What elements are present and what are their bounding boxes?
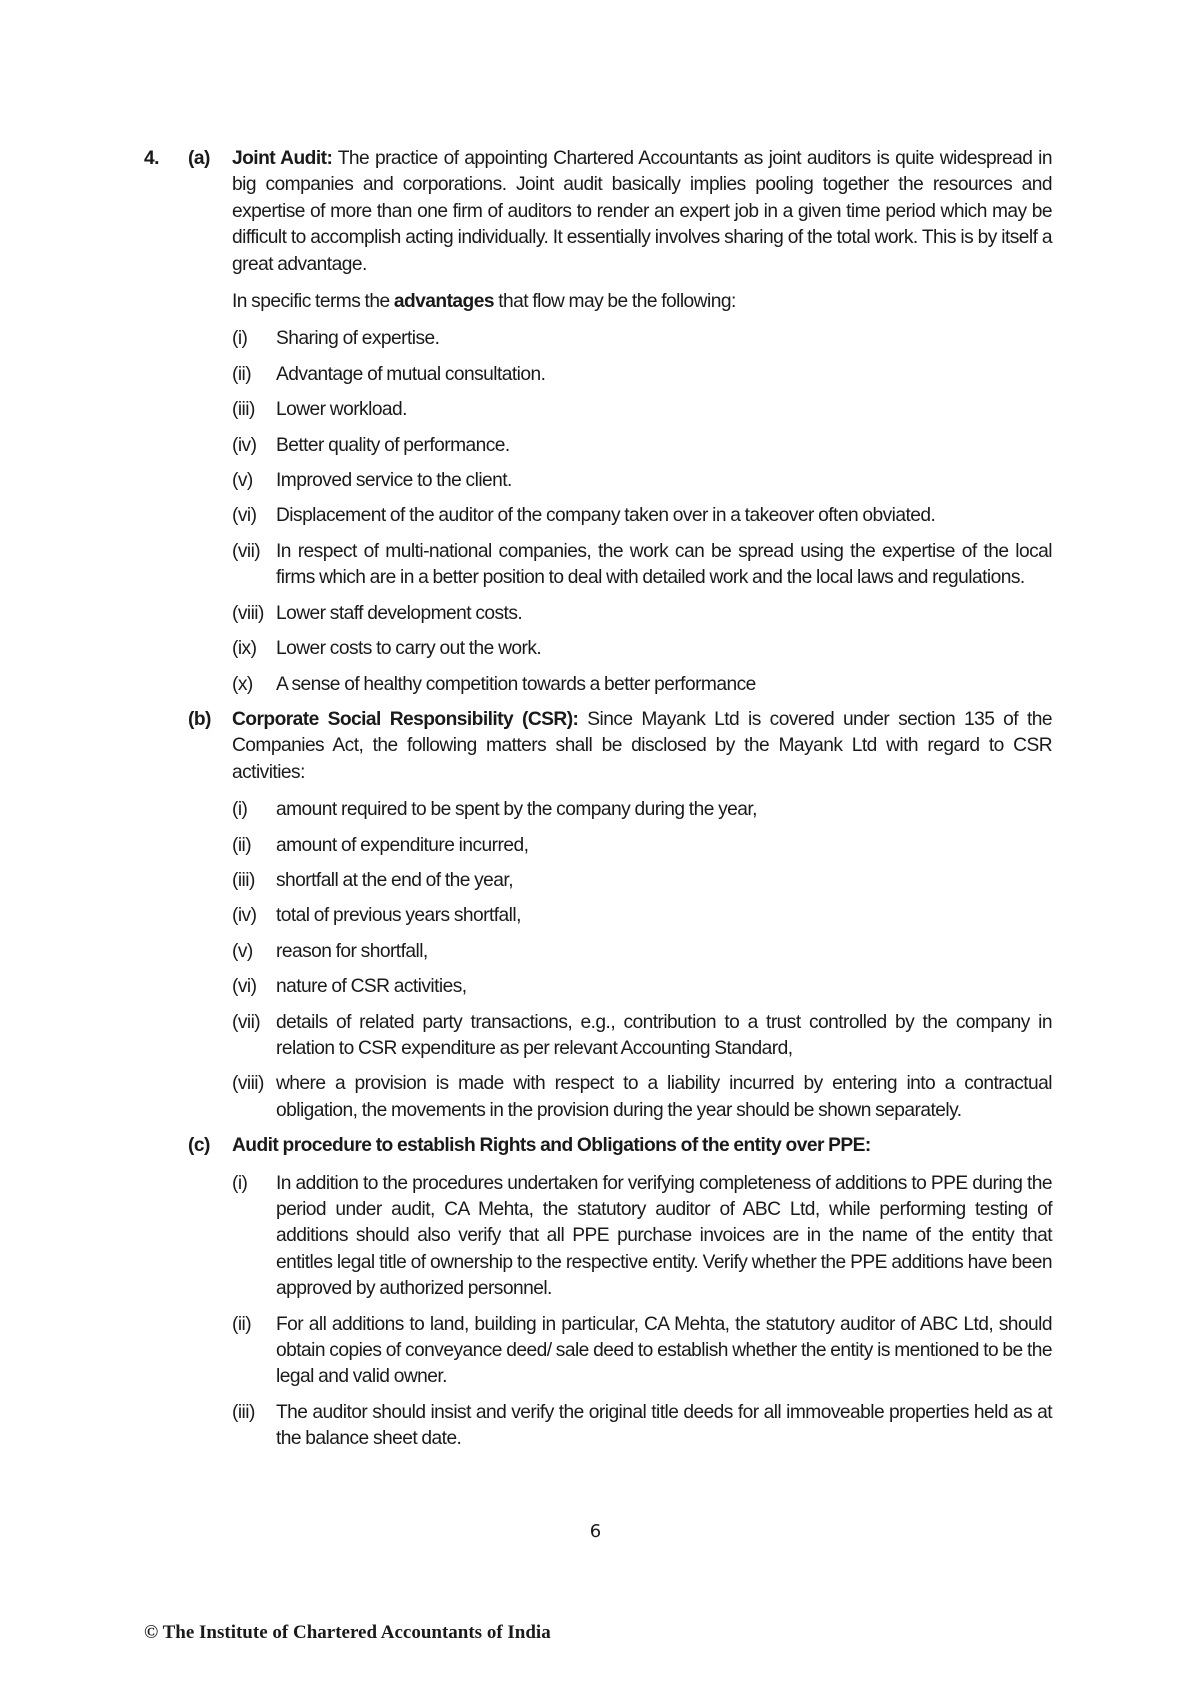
list-item bbox=[232, 326, 1052, 352]
list-item-text: reason for shortfall, bbox=[276, 940, 428, 962]
list-item-text: In respect of multi-national companies, the work can be spread using the expertise of the local firms which are in a better position to deal with detailed work and the local laws and regulations. bbox=[276, 540, 1052, 589]
list-item bbox=[232, 433, 1052, 459]
list-item-number: (vii) bbox=[232, 540, 261, 562]
list-item bbox=[232, 1400, 1052, 1453]
part-b-intro: Since Mayank Ltd is covered under section 135 of the Companies Act, the following matters shall be disclosed by the Mayank Ltd with regard to CSR activities: bbox=[232, 708, 1052, 783]
list-item-text: Lower costs to carry out the work. bbox=[276, 638, 542, 660]
list-item-text: A sense of healthy competition towards a better performance bbox=[276, 673, 756, 695]
list-item bbox=[232, 468, 1052, 494]
list-item bbox=[232, 539, 1052, 592]
list-item-number: (i) bbox=[232, 328, 248, 350]
list-item-number: (ii) bbox=[232, 363, 252, 385]
list-item bbox=[232, 397, 1052, 423]
list-item bbox=[232, 939, 1052, 965]
list-item-text: amount of expenditure incurred, bbox=[276, 834, 529, 856]
part-a-intro-paragraph bbox=[232, 146, 1052, 278]
list-item-text: Lower staff development costs. bbox=[276, 602, 523, 624]
question-number: 4. bbox=[144, 148, 159, 169]
list-item bbox=[232, 797, 1052, 823]
csr-disclosure-list bbox=[232, 797, 1052, 1124]
list-item-text: The auditor should insist and verify the original title deeds for all immoveable properties held as at the balance sheet date. bbox=[276, 1401, 1052, 1450]
list-item bbox=[232, 868, 1052, 894]
list-item-number: (v) bbox=[232, 470, 253, 492]
part-c-heading: Audit procedure to establish Rights and Obligations of the entity over PPE: bbox=[232, 1135, 871, 1157]
list-item-number: (ii) bbox=[232, 1313, 252, 1335]
list-item-text: Lower workload. bbox=[276, 399, 407, 421]
list-item-text: Advantage of mutual consultation. bbox=[276, 363, 546, 385]
list-item-text: Better quality of performance. bbox=[276, 434, 510, 456]
list-item-number: (vi) bbox=[232, 976, 257, 998]
part-b-heading: Corporate Social Responsibility (CSR): bbox=[232, 708, 579, 730]
part-b-intro-paragraph bbox=[232, 707, 1052, 786]
list-item-number: (iv) bbox=[232, 905, 257, 927]
advantages-before: In specific terms the bbox=[232, 291, 394, 313]
list-item-number: (x) bbox=[232, 673, 253, 695]
advantages-intro bbox=[232, 289, 1052, 315]
list-item-text: For all additions to land, building in particular, CA Mehta, the statutory auditor of ABC Ltd, should obtain copies of conveyance deed/ sale deed to establish whether the entity is mentioned to be the legal and valid owner. bbox=[276, 1313, 1052, 1388]
part-c-ppe bbox=[144, 1133, 1052, 1452]
list-item-text: amount required to be spent by the company during the year, bbox=[276, 799, 757, 821]
list-item bbox=[232, 362, 1052, 388]
list-item-text: Sharing of expertise. bbox=[276, 328, 440, 350]
list-item-number: (iii) bbox=[232, 1401, 255, 1423]
list-item bbox=[232, 503, 1052, 529]
list-item bbox=[232, 601, 1052, 627]
list-item-text: where a provision is made with respect to a liability incurred by entering into a contractual obligation, the movements in the provision during the year should be shown separately. bbox=[276, 1073, 1052, 1121]
list-item-number: (vi) bbox=[232, 505, 257, 527]
list-item-number: (i) bbox=[232, 1172, 248, 1194]
part-a-label: (a) bbox=[188, 148, 210, 169]
advantages-bold: advantages bbox=[393, 291, 494, 313]
list-item-number: (viii) bbox=[232, 602, 264, 624]
part-b-label: (b) bbox=[188, 708, 211, 730]
list-item-text: Improved service to the client. bbox=[276, 470, 512, 492]
part-a-intro: The practice of appointing Chartered Accountants as joint auditors is quite widespread in big companies and corporations. Joint audit basically implies pooling together the resources and expertise of more than one firm of auditors to render an expert job in a given time period which may be difficult to accomplish acting individually. It essentially involves sharing of the total work. This is by itself a great advantage. bbox=[232, 148, 1053, 275]
ppe-procedure-list bbox=[232, 1171, 1052, 1453]
list-item-text: total of previous years shortfall, bbox=[276, 905, 521, 927]
list-item bbox=[232, 672, 1052, 698]
list-item-text: Displacement of the auditor of the company taken over in a takeover often obviated. bbox=[276, 505, 936, 527]
list-item-text: details of related party transactions, e.g., contribution to a trust controlled by the company in relation to CSR expenditure as per relevant Accounting Standard, bbox=[276, 1011, 1052, 1059]
page-number: 6 bbox=[589, 1521, 602, 1542]
part-a-joint-audit bbox=[144, 146, 1052, 698]
advantages-after: that flow may be the following: bbox=[493, 291, 736, 313]
list-item-number: (v) bbox=[232, 940, 253, 962]
list-item bbox=[232, 974, 1052, 1000]
list-item bbox=[232, 833, 1052, 859]
list-item bbox=[232, 1312, 1052, 1391]
list-item bbox=[232, 903, 1052, 929]
list-item-number: (i) bbox=[232, 799, 248, 821]
list-item-number: (vii) bbox=[232, 1011, 261, 1033]
list-item-number: (iii) bbox=[232, 869, 255, 891]
list-item-number: (iii) bbox=[232, 399, 255, 421]
list-item-text: shortfall at the end of the year, bbox=[276, 869, 513, 891]
list-item bbox=[232, 636, 1052, 662]
list-item bbox=[232, 1010, 1052, 1063]
list-item-number: (ix) bbox=[232, 638, 257, 660]
list-item-text: nature of CSR activities, bbox=[276, 976, 467, 998]
list-item-number: (viii) bbox=[232, 1073, 264, 1095]
list-item-number: (ii) bbox=[232, 834, 252, 856]
list-item bbox=[232, 1171, 1052, 1303]
part-b-csr bbox=[144, 707, 1052, 1124]
list-item-text: In addition to the procedures undertaken for verifying completeness of additions to PPE during the period under audit, CA Mehta, the statutory auditor of ABC Ltd, while performing testing of additions should also verify that all PPE purchase invoices are in the name of the entity that entitles legal title of ownership to the respective entity. Verify whether the PPE additions have been approved by authorized personnel. bbox=[276, 1172, 1052, 1300]
advantages-list bbox=[232, 326, 1052, 697]
answer-content bbox=[144, 146, 1052, 1462]
list-item bbox=[232, 1071, 1052, 1124]
part-a-heading: Joint Audit: bbox=[232, 148, 333, 169]
copyright-footer: © The Institute of Chartered Accountants of India bbox=[144, 1622, 551, 1643]
list-item-number: (iv) bbox=[232, 434, 257, 456]
part-c-label: (c) bbox=[188, 1135, 210, 1157]
